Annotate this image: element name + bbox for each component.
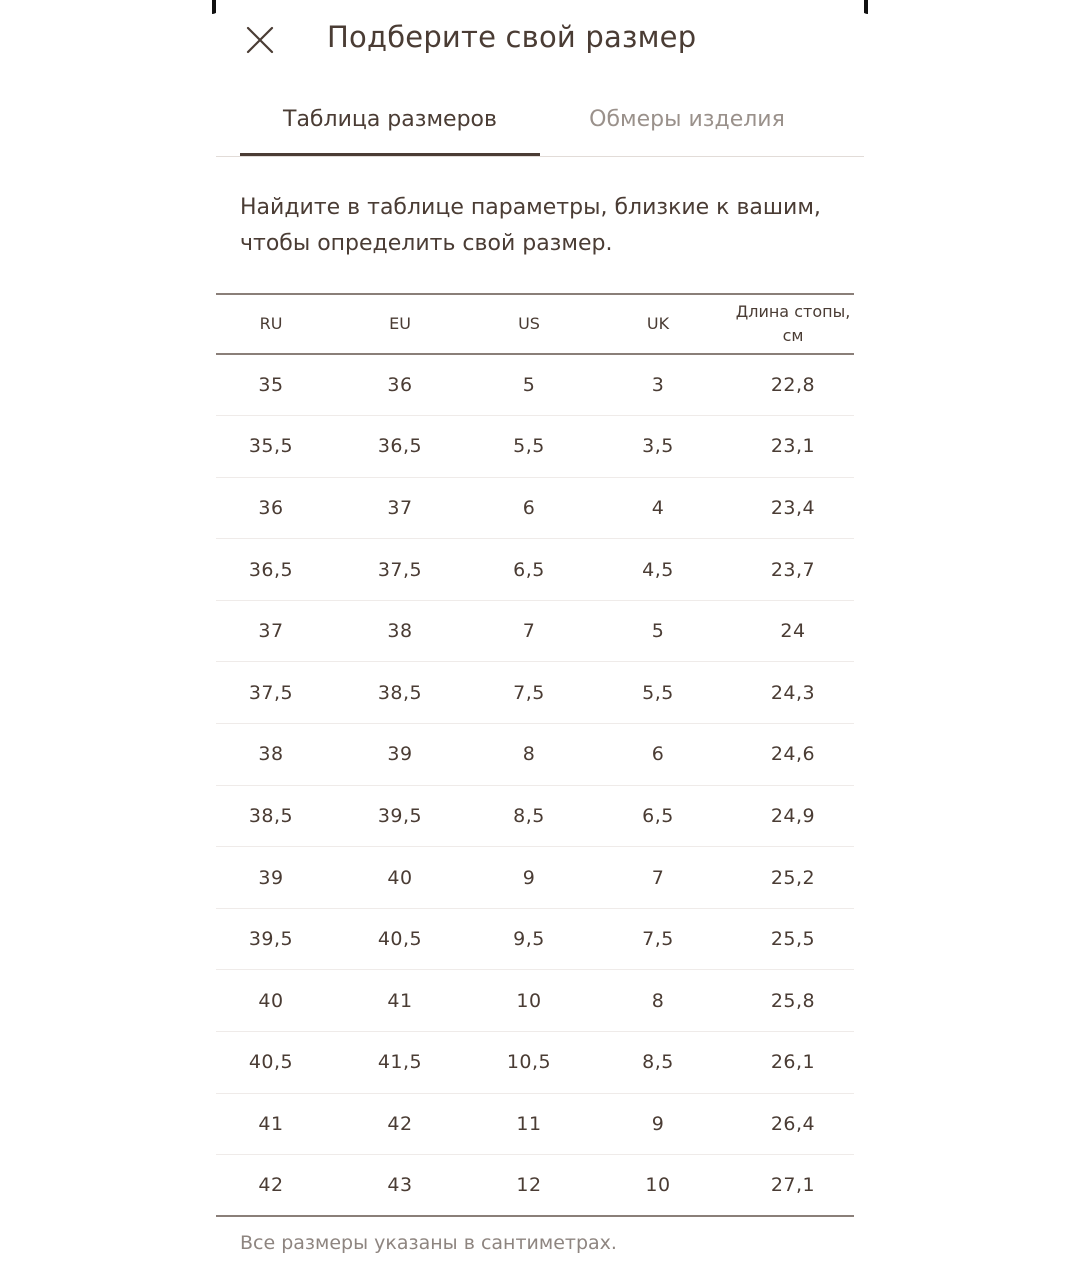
cell-uk: 5	[651, 620, 665, 643]
cell-uk: 8,5	[642, 1051, 674, 1074]
table-row	[216, 908, 854, 970]
cell-ru: 41	[258, 1112, 284, 1135]
table-row	[216, 970, 854, 1032]
header-us: US	[518, 314, 540, 333]
cell-eu: 40,5	[377, 928, 423, 951]
cell-ru: 40,5	[248, 1051, 294, 1074]
cell-us: 5	[522, 374, 536, 397]
table-row	[216, 1155, 854, 1217]
size-table	[216, 293, 854, 1217]
table-row	[216, 1093, 854, 1155]
cell-uk: 9	[651, 1112, 665, 1135]
tab-bar	[240, 88, 864, 158]
table-row	[216, 416, 854, 478]
header-foot-length-line1: Длина стопы,	[735, 302, 851, 321]
table-header-row	[216, 294, 854, 354]
cell-uk: 4	[651, 496, 665, 519]
size-guide-sheet	[216, 0, 864, 1280]
cell-us: 6,5	[513, 558, 545, 581]
cell-us: 9,5	[513, 928, 545, 951]
table-row	[216, 1032, 854, 1094]
cell-ru: 35	[258, 374, 284, 397]
cell-ru: 39,5	[248, 928, 294, 951]
cell-eu: 43	[387, 1174, 413, 1197]
table-row	[216, 724, 854, 786]
cell-foot-length: 22,8	[770, 374, 816, 397]
cell-foot-length: 23,7	[770, 558, 816, 581]
header-uk: UK	[646, 314, 670, 333]
cell-eu: 39,5	[377, 804, 423, 827]
cell-uk: 3,5	[642, 435, 674, 458]
cell-uk: 5,5	[642, 681, 674, 704]
cell-us: 7	[522, 620, 536, 643]
cell-foot-length: 23,1	[770, 435, 816, 458]
cell-ru: 40	[258, 989, 284, 1012]
cell-us: 5,5	[513, 435, 545, 458]
header-ru: RU	[259, 314, 283, 333]
cell-foot-length: 27,1	[770, 1174, 816, 1197]
tab-garment-measurements[interactable]: Обмеры изделия	[589, 107, 785, 132]
close-button[interactable]	[244, 24, 276, 56]
cell-ru: 35,5	[248, 435, 294, 458]
cell-eu: 37,5	[377, 558, 423, 581]
table-row	[216, 539, 854, 601]
intro-text	[240, 190, 840, 262]
cell-eu: 36	[387, 374, 413, 397]
cell-ru: 42	[258, 1174, 284, 1197]
cell-eu: 40	[387, 866, 413, 889]
cell-eu: 38,5	[377, 681, 423, 704]
cell-uk: 10	[645, 1174, 671, 1197]
cell-ru: 37,5	[248, 681, 294, 704]
cell-uk: 6	[651, 743, 665, 766]
cell-us: 8	[522, 743, 536, 766]
cell-us: 6	[522, 496, 536, 519]
cell-eu: 41,5	[377, 1051, 423, 1074]
tabs-divider	[216, 156, 864, 157]
cell-uk: 4,5	[642, 558, 674, 581]
table-row	[216, 785, 854, 847]
footnote: Все размеры указаны в сантиметрах.	[240, 1232, 617, 1254]
header-foot-length	[732, 294, 854, 354]
cell-foot-length: 25,5	[770, 928, 816, 951]
cell-ru: 37	[258, 620, 284, 643]
cell-ru: 38	[258, 743, 284, 766]
cell-foot-length: 26,1	[770, 1051, 816, 1074]
cell-eu: 42	[387, 1112, 413, 1135]
cell-ru: 38,5	[248, 804, 294, 827]
cell-eu: 39	[387, 743, 413, 766]
intro-line-1: Найдите в таблице параметры, близкие к вашим,	[240, 195, 821, 220]
cell-uk: 7	[651, 866, 665, 889]
cell-foot-length: 24,3	[770, 681, 816, 704]
header-foot-length-line2: см	[782, 326, 804, 345]
cell-ru: 36,5	[248, 558, 294, 581]
intro-line-2: чтобы определить свой размер.	[240, 231, 613, 256]
cell-foot-length: 25,8	[770, 989, 816, 1012]
cell-eu: 41	[387, 989, 413, 1012]
cell-ru: 36	[258, 496, 284, 519]
table-row	[216, 477, 854, 539]
cell-us: 10	[516, 989, 542, 1012]
cell-foot-length: 26,4	[770, 1112, 816, 1135]
cell-eu: 37	[387, 496, 413, 519]
table-body	[216, 354, 854, 1216]
cell-eu: 38	[387, 620, 413, 643]
header-eu: EU	[389, 314, 411, 333]
table-row	[216, 354, 854, 416]
cell-foot-length: 23,4	[770, 496, 816, 519]
cell-uk: 6,5	[642, 804, 674, 827]
cell-foot-length: 25,2	[770, 866, 816, 889]
cell-foot-length: 24	[780, 620, 806, 643]
cell-us: 7,5	[513, 681, 545, 704]
table-row	[216, 662, 854, 724]
page-title: Подберите свой размер	[327, 20, 697, 54]
table-row	[216, 847, 854, 909]
cell-uk: 8	[651, 989, 665, 1012]
cell-foot-length: 24,6	[770, 743, 816, 766]
cell-us: 12	[516, 1174, 542, 1197]
table-row	[216, 600, 854, 662]
cell-us: 11	[516, 1112, 542, 1135]
cell-uk: 3	[651, 374, 665, 397]
tab-size-table[interactable]: Таблица размеров	[240, 88, 540, 156]
cell-ru: 39	[258, 866, 284, 889]
cell-us: 9	[522, 866, 536, 889]
cell-uk: 7,5	[642, 928, 674, 951]
cell-eu: 36,5	[377, 435, 423, 458]
close-icon	[244, 24, 276, 56]
cell-foot-length: 24,9	[770, 804, 816, 827]
cell-us: 8,5	[513, 804, 545, 827]
cell-us: 10,5	[506, 1051, 552, 1074]
